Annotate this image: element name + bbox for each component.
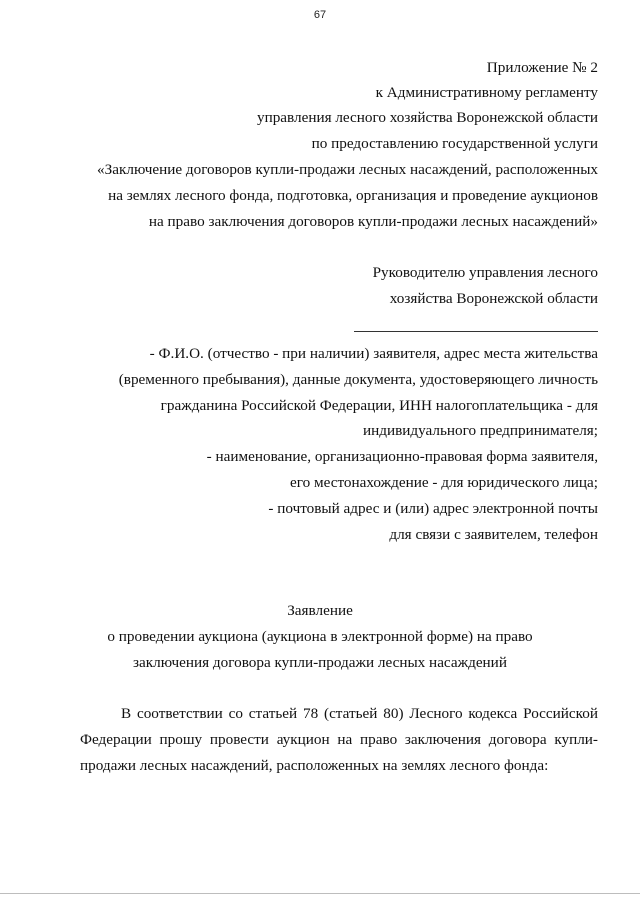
annex-line: управления лесного хозяйства Воронежской области bbox=[256, 109, 598, 126]
signature-blank-line bbox=[354, 331, 598, 332]
annex-line: на право заключения договоров купли-продажи лесных насаждений» bbox=[148, 213, 598, 230]
applicant-info-line: его местонахождение - для юридического лица; bbox=[290, 474, 598, 491]
body-line: В соответствии со статьей 78 (статьей 80) Лесного кодекса Российской bbox=[121, 705, 598, 722]
annex-line: на землях лесного фонда, подготовка, организация и проведение аукционов bbox=[108, 187, 598, 204]
annex-line: к Административному регламенту bbox=[375, 84, 598, 101]
applicant-info-line: - Ф.И.О. (отчество - при наличии) заявителя, адрес места жительства bbox=[149, 345, 598, 362]
document-subtitle: о проведении аукциона (аукциона в электронной форме) на право bbox=[107, 628, 533, 645]
addressee-line: Руководителю управления лесного bbox=[372, 264, 598, 281]
annex-line: по предоставлению государственной услуги bbox=[311, 135, 598, 152]
applicant-info-line: для связи с заявителем, телефон bbox=[389, 526, 598, 543]
applicant-info-line: - наименование, организационно-правовая форма заявителя, bbox=[206, 448, 598, 465]
document-heading: Заявление bbox=[287, 602, 353, 619]
applicant-info-line: - почтовый адрес и (или) адрес электронной почты bbox=[268, 500, 598, 517]
page-number: 67 bbox=[313, 9, 327, 21]
annex-line: «Заключение договоров купли-продажи лесных насаждений, расположенных bbox=[97, 161, 598, 178]
addressee-line: хозяйства Воронежской области bbox=[389, 290, 598, 307]
applicant-info-line: индивидуального предпринимателя; bbox=[363, 422, 598, 439]
body-line: продажи лесных насаждений, расположенных на землях лесного фонда: bbox=[80, 757, 549, 774]
applicant-info-line: (временного пребывания), данные документа, удостоверяющего личность bbox=[118, 371, 598, 388]
annex-line: Приложение № 2 bbox=[486, 59, 598, 76]
applicant-info-line: гражданина Российской Федерации, ИНН налогоплательщика - для bbox=[160, 397, 598, 414]
page-bottom-edge bbox=[0, 893, 640, 894]
body-line: Федерации прошу провести аукцион на право заключения договора купли- bbox=[80, 731, 598, 748]
document-subtitle: заключения договора купли-продажи лесных насаждений bbox=[133, 654, 507, 671]
